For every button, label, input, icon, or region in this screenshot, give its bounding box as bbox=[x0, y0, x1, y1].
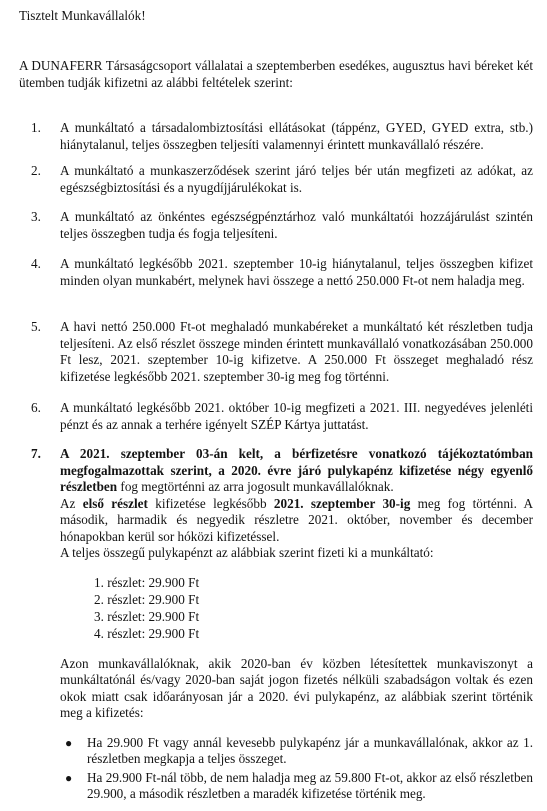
list-item-text: A munkáltató a társadalombiztosítási ellátásokat (táppénz, GYED, GYED extra, stb.) hiánytalanul, teljes összegben teljesíti valamennyi érintett munkavállaló részére. bbox=[60, 120, 533, 152]
list-item-number: 3. bbox=[31, 209, 41, 224]
text-run: kifizetése legkésőbb bbox=[147, 495, 274, 511]
first-installment-paragraph bbox=[60, 496, 533, 546]
list-item-text: A munkáltató a munkaszerződések szerint járó teljes bér után megfizeti az adókat, az egészségbiztosítási és a nyugdíjjárulékokat is. bbox=[60, 163, 533, 195]
list-item-text: A munkáltató az önkéntes egészségpénztárhoz való munkáltatói hozzájárulást szintén teljes összegben tudja és fogja teljesíteni. bbox=[60, 209, 533, 241]
list-item-3 bbox=[19, 209, 533, 242]
list-item-4 bbox=[19, 256, 533, 289]
intro-paragraph: A DUNAFERR Társaságcsoport vállalatai a szeptemberben esedékes, augusztus havi béreket két ütemben tudják kifizetni az alábbi feltételek szerint: bbox=[19, 58, 533, 90]
list-item-5 bbox=[19, 319, 533, 385]
bullet-icon: ● bbox=[65, 770, 73, 785]
installment-item: 1. részlet: 29.900 Ft bbox=[94, 574, 200, 590]
bullet-text: Ha 29.900 Ft-nál több, de nem haladja meg az 59.800 Ft-ot, akkor az első részletben 29.900, a második részletben a maradék kifizetése történik meg. bbox=[87, 769, 533, 801]
installment-item: 2. részlet: 29.900 Ft bbox=[94, 591, 200, 607]
list-item-number: 4. bbox=[31, 256, 41, 271]
bullet-text: Ha 29.900 Ft vagy annál kevesebb pulykapénz jár a munkavállalónak, akkor az 1. részletben megkapja a teljes összeget. bbox=[87, 734, 533, 766]
list-item-7 bbox=[19, 446, 533, 803]
list-item-text: A munkáltató legkésőbb 2021. szeptember 10-ig hiánytalanul, teljes összegben kifizet minden olyan munkabért, melynek havi összege a nettó 250.000 Ft-ot nem haladja meg. bbox=[60, 256, 533, 288]
bullet-item bbox=[60, 770, 533, 803]
list-item-1 bbox=[19, 120, 533, 153]
installment-item: 3. részlet: 29.900 Ft bbox=[94, 608, 200, 624]
list-item-text: A havi nettó 250.000 Ft-ot meghaladó munkabéreket a munkáltató két részletben tudja teljesíteni. Az első részlet összege minden érintett munkavállaló vonatkozásában 250.000 Ft lesz, 2021. szeptember 10-ig kifizetve. A 250.000 Ft összeget meghaladó rész kifizetése legkésőbb 2021. szeptember 30-ig meg fog történni. bbox=[60, 319, 533, 384]
list-item-text: A munkáltató legkésőbb 2021. október 10-ig megfizeti a 2021. III. negyedéves jelenléti pénzt és az annak a terhére igényelt SZÉP Kártya juttatást. bbox=[60, 400, 533, 432]
list-item-number: 2. bbox=[31, 163, 41, 178]
text-run-bold: első részlet bbox=[82, 495, 148, 511]
installments-intro: A teljes összegű pulykapénzt az alábbiak szerint fizeti ki a munkáltató: bbox=[60, 545, 434, 560]
greeting: Tisztelt Munkavállalók! bbox=[19, 8, 146, 23]
proportional-paragraph: Azon munkavállalóknak, akik 2020-ban év közben létesítettek munkaviszonyt a munkáltatónál és/vagy 2020-ban saját jogon fizetés nélküli szabadságon voltak és ezen okok miatt csak időarányosan jár a 2020. évi pulykapénz, az alábbiak szerint történik meg a kifizetés: bbox=[60, 655, 533, 720]
list-item-6 bbox=[19, 400, 533, 433]
installment-item: 4. részlet: 29.900 Ft bbox=[94, 625, 200, 641]
installment-list bbox=[94, 574, 533, 642]
pulykapenz-intro-tail: fog megtörténni az arra jogosult munkavállalóknak. bbox=[117, 479, 394, 494]
list-item-number: 7. bbox=[31, 446, 41, 461]
text-run: Az bbox=[60, 495, 83, 511]
pulykapenz-intro bbox=[60, 446, 533, 496]
pulykapenz-intro-bold: A 2021. szeptember 03-án kelt, a bérfizetésre vonatkozó tájékoztatómban megfogalmazottak szerint, a 2020. évre járó pulykapénz kifizetése négy egyenlő részletben bbox=[60, 446, 533, 494]
list-item-number: 1. bbox=[31, 120, 41, 135]
list-item-2 bbox=[19, 163, 533, 196]
list-item-number: 5. bbox=[31, 319, 41, 334]
text-run: meg fog történni. A második, harmadik és negyedik részletre 2021. október, november és december hónapokban kerül sor hóközi kifizetéssel. bbox=[60, 495, 534, 544]
text-run-bold: 2021. szeptember 30-ig bbox=[273, 495, 411, 511]
bullet-icon: ● bbox=[65, 735, 73, 750]
list-item-number: 6. bbox=[31, 400, 41, 415]
bullet-item bbox=[60, 735, 533, 768]
